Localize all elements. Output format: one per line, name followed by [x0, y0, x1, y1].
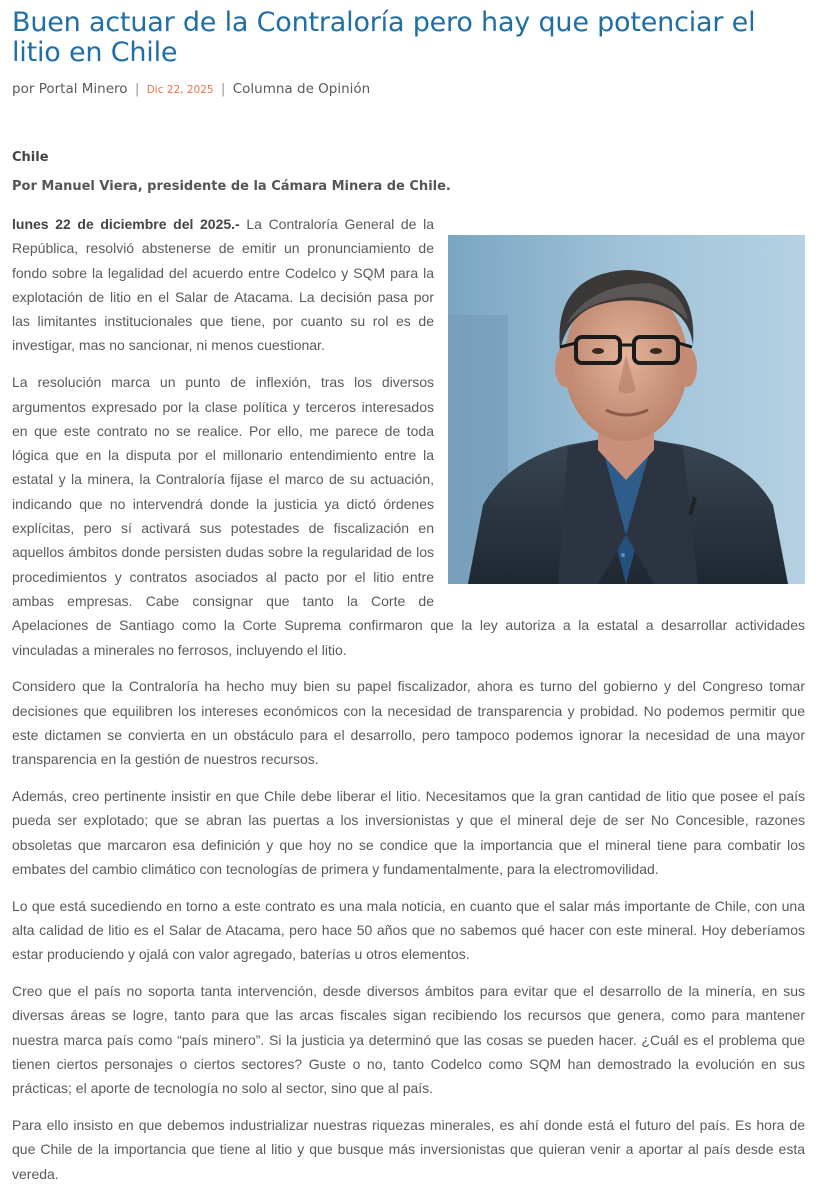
article-byline: Por Manuel Viera, presidente de la Cámara Minera de Chile.: [12, 179, 451, 194]
article-title: Buen actuar de la Contraloría pero hay que potenciar el litio en Chile: [12, 7, 756, 68]
author-link[interactable]: Portal Minero: [38, 81, 128, 97]
category-link[interactable]: Columna de Opinión: [232, 81, 371, 97]
publish-date: Dic 22, 2025: [146, 84, 214, 96]
article-kicker: Chile: [12, 150, 49, 165]
paragraph: Para ello insisto en que debemos industrializar nuestras riquezas minerales, es ahí donde está el futuro del país. Es hora de que Chile de la importancia que tiene al litio y que busque más inversionistas que quieran venir a aportar al país desde esta vereda.: [12, 1117, 805, 1182]
paragraph-text: La Contraloría General de la República, resolvió abstenerse de emitir un pronunciamiento de fondo sobre la legalidad del acuerdo entre Codelco y SQM para la explotación de litio en el Salar de Atacama. La decisión pasa por las limitantes institucionales que tiene, por cuanto su rol es de investigar, mas no sancionar, ni menos cuestionar.: [12, 216, 434, 354]
paragraph: Además, creo pertinente insistir en que Chile debe liberar el litio. Necesitamos que la gran cantidad de litio que posee el país pueda ser explotado; que se abran las puertas a los inversionistas y que el mineral deje de ser No Concesible, razones obsoletas que marcaron esa definición y que hoy no se condice que la importancia que el mineral tiene para combatir los embates del cambio climático con tecnologías de primera y fundamentalmente, para la electromovilidad.: [12, 788, 805, 877]
article: [12, 0, 805, 1182]
article-body: [12, 212, 805, 1198]
portrait-photo: [448, 235, 805, 584]
paragraph: Considero que la Contraloría ha hecho muy bien su papel fiscalizador, ahora es turno del gobierno y del Congreso tomar decisiones que equilibren los intereses económicos con la necesidad de transparencia y probidad. No podemos permitir que este dictamen se convierta en un obstáculo para el desarrollo, pero tampoco podemos ignorar la necesidad de una mayor transparencia en la gestión de nuestros recursos.: [12, 678, 805, 768]
article-meta: [12, 80, 805, 99]
paragraph: Creo que el país no soporta tanta intervención, desde diversos ámbitos para evitar que el desarrollo de la minería, en sus diversas áreas se logre, tanto para que las arcas fiscales sigan recibiendo los recursos que genera, como para mantener nuestra marca país como “país minero”. Si la justicia ya determinó que las cosas se pueden hacer. ¿Cuál es el problema que tienen ciertos personajes o ciertos sectores? Guste o no, tanto Codelco como SQM han demostrado la evolución en sus prácticas; el aporte de tecnología no solo al sector, sino que al país.: [12, 983, 805, 1097]
portrait-photo-icon: [448, 235, 805, 584]
article-dateline: lunes 22 de diciembre del 2025.-: [12, 216, 240, 232]
paragraph: Lo que está sucediendo en torno a este contrato es una mala noticia, en cuanto que el salar más importante de Chile, con una alta calidad de litio es el Salar de Atacama, pero hace 50 años que no sabemos qué hacer con este mineral. Hoy deberíamos estar produciendo y ojalá con valor agregado, baterías u otros elementos.: [12, 897, 805, 963]
meta-separator: |: [220, 81, 226, 97]
meta-separator: |: [134, 81, 140, 97]
paragraph: La resolución marca un punto de inflexión, tras los diversos argumentos expresado por la clase política y terceros interesados en que este contrato no se realice. Por ello, me parece de toda lógica que en la disputa por el millonario entendimiento entre la estatal y la minera, la Contraloría fijase el marco de su actuación, indicando que no intervendrá donde la justicia ya dictó órdenes explícitas, pero sí activará sus potestades de fiscalización en aquellos ámbitos donde persisten dudas sobre la regularidad de los procedimientos y contratos asociados al pacto por el litio entre ambas empresas. Cabe consignar que tanto la Corte de Apelaciones de Santiago como la Corte Suprema confirmaron que la ley autoriza a la estatal a desarrollar actividades vinculadas a minerales no ferrosos, incluyendo el litio.: [12, 374, 805, 658]
author-prefix: por: [12, 81, 35, 97]
